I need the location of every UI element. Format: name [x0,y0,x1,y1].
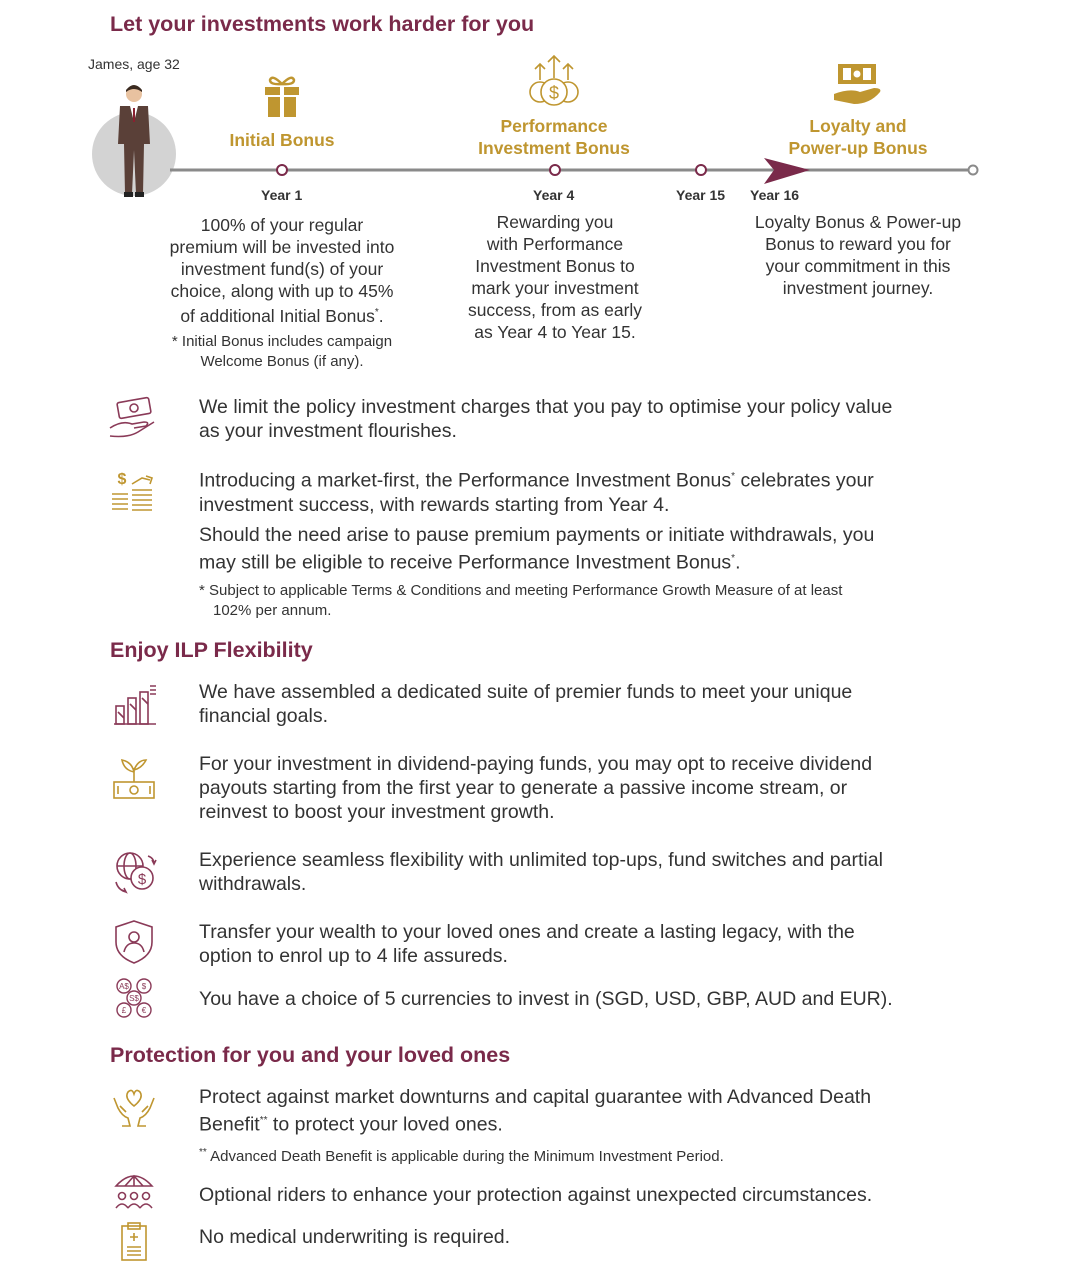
flex-item-5: You have a choice of 5 currencies to invest in (SGD, USD, GBP, AUD and EUR). [199,988,893,1010]
section-heading-investments: Let your investments work harder for you [110,12,535,36]
svg-text:$: $ [117,471,127,488]
loyalty-bonus-title-line1: Loyalty and [809,116,907,136]
protect-note: ** Advanced Death Benefit is applicable during the Minimum Investment Period. [199,1147,724,1165]
year-1-label: Year 1 [261,187,303,203]
money-hand-icon [108,394,156,442]
person-shield-icon [112,918,160,966]
dollar-stack-growth-icon [108,468,156,516]
umbrella-family-icon [112,1168,160,1216]
section-heading-protection: Protection for you and your loved ones [110,1043,511,1067]
currency-gbp-label: £ [121,1006,127,1015]
currency-eur-label: € [141,1006,147,1015]
gift-icon [262,74,302,120]
currencies-icon [112,976,160,1024]
section-heading-flexibility: Enjoy ILP Flexibility [110,638,313,662]
flex-item-3: Experience seamless flexibility with unlimited top-ups, fund switches and partial withdrawals. [199,849,883,895]
currency-sgd-label: S$ [129,994,139,1003]
performance-bonus-title-line1: Performance [500,116,608,136]
initial-bonus-note: * Initial Bonus includes campaign Welcome Bonus (if any). [171,333,393,370]
timeline [170,158,990,188]
bar-chart-icon [112,682,160,730]
charges-text: We limit the policy investment charges that you pay to optimise your policy value as your investment flourishes. [199,396,893,442]
performance-bonus-description: Rewarding you with Performance Investment Bonus to mark your investment success, from as early as Year 4 to Year 15. [467,212,643,342]
protect-item-1: Protect against market downturns and capital guarantee with Advanced Death Benefit** to protect your loved ones. [199,1086,872,1136]
flex-item-1: We have assembled a dedicated suite of premier funds to meet your unique financial goals. [199,681,853,727]
flex-item-4: Transfer your wealth to your loved ones and create a lasting legacy, with the option to enrol up to 4 life assureds. [199,921,855,967]
flex-item-2: For your investment in dividend-paying funds, you may opt to receive dividend payouts starting from the first year to generate a passive income stream, or reinvest to boost your investment growth. [199,753,873,823]
performance-note: * Subject to applicable Terms & Conditions and meeting Performance Growth Measure of at least 102% per annum. [199,582,843,619]
protect-item-2: Optional riders to enhance your protection against unexpected circumstances. [199,1184,873,1206]
svg-text:$: $ [137,871,147,888]
cash-hand-icon [830,60,886,108]
initial-bonus-title: Initial Bonus [229,130,335,150]
plant-money-icon [112,756,160,804]
money-growth-icon [526,54,582,108]
protect-item-3: No medical underwriting is required. [199,1226,511,1248]
person-label: James, age 32 [88,56,180,72]
year-4-label: Year 4 [533,187,575,203]
currency-usd-label: $ [141,982,147,991]
loyalty-bonus-title-line2: Power-up Bonus [788,138,928,158]
svg-text:$: $ [548,83,560,103]
globe-dollar-icon [112,848,160,896]
pause-premium-text: Should the need arise to pause premium payments or initiate withdrawals, you may still be eligible to receive Performance Investment Bonus*. [199,524,875,574]
year-16-label: Year 16 [750,187,800,203]
currency-aud-label: A$ [119,982,129,991]
initial-bonus-description: 100% of your regular premium will be invested into investment fund(s) of your choice, along with up to 45% of additional Initial Bonus*. [169,215,395,326]
loyalty-bonus-description: Loyalty Bonus & Power-up Bonus to reward you for your commitment in this investment journey. [754,212,962,298]
performance-bonus-text: Introducing a market-first, the Performance Investment Bonus* celebrates your investment success, with rewards starting from Year 4. [199,469,874,516]
heart-hands-icon [112,1086,160,1134]
performance-bonus-title-line2: Investment Bonus [478,138,630,158]
clipboard-medical-icon [112,1220,160,1268]
year-15-label: Year 15 [676,187,726,203]
